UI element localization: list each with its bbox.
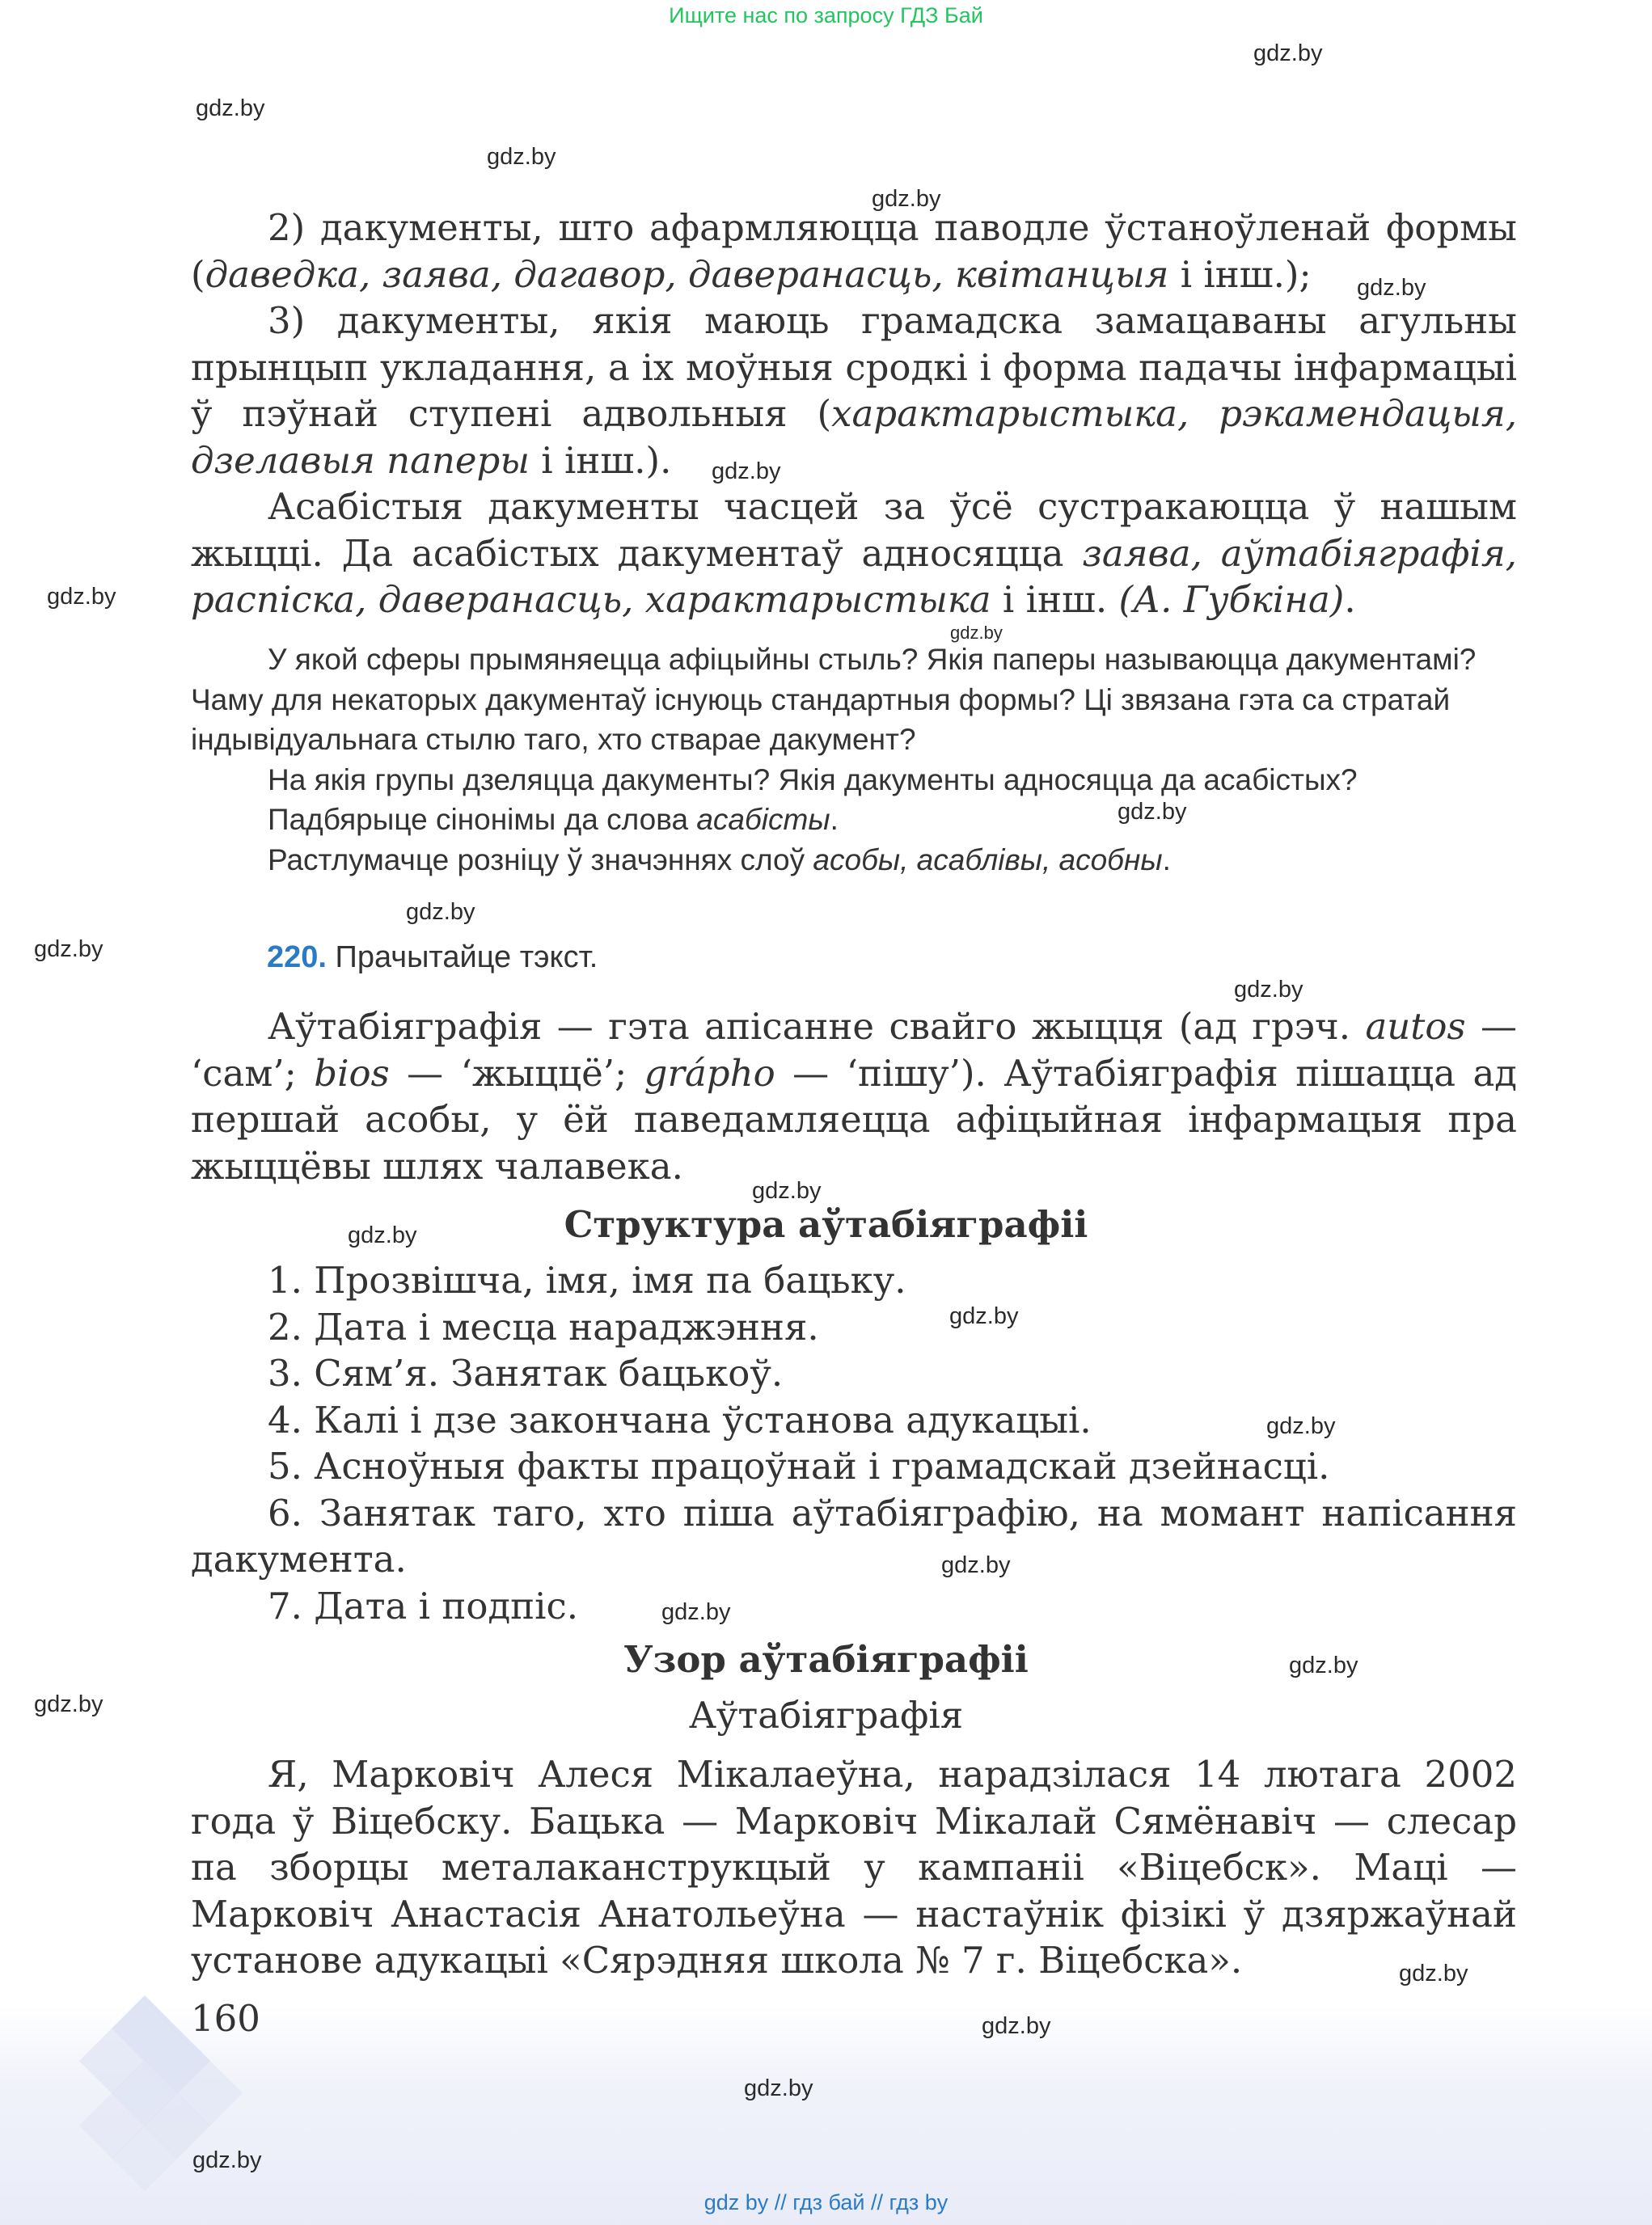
task-220 (267, 940, 598, 975)
watermark: gdz.by (949, 1303, 1019, 1329)
question: У якой сферы прымяняецца афіцыйны стыль? Якія паперы называюцца дакументамі? Чаму для некаторых дакументаў існуюць стандартныя формы? Ці звязана гэта са стратай індывідуальнага стылю таго, хто стварае дакумент? (191, 643, 1477, 756)
watermark: gdz.by (34, 936, 104, 962)
greek-term: autos (1365, 1005, 1466, 1048)
watermark: gdz.by (744, 2075, 813, 2101)
structure-item: 2. Дата і месца нараджэння. (268, 1305, 819, 1349)
watermark: gdz.by (661, 1599, 731, 1625)
sample-title: Аўтабіяграфія (688, 1694, 964, 1737)
watermark: gdz.by (712, 458, 781, 484)
greek-term: bios (314, 1051, 390, 1095)
watermark: gdz.by (1399, 1961, 1468, 1986)
watermark: gdz.by (406, 899, 475, 925)
sample-paragraph: Я, Марковіч Алеся Мікалаеўна, нарадзілася 14 лютага 2002 года ў Віцебску. Бацька — Марковіч Мікалай Сямёнавіч — слесар па зборцы металаканструкцый у кампаніі «Віцебск». Маці — Марковіч Анастасія Анатольеўна — настаўнік фізікі ў дзяржаўнай установе адукацыі «Сярэдняя школа № 7 г. Віцебска». (191, 1753, 1517, 1982)
watermark: gdz.by (982, 2013, 1051, 2039)
structure-item: 5. Асноўныя факты працоўнай і грамадскай дзейнасці. (268, 1445, 1330, 1488)
top-banner[interactable]: Ищите нас по запросу ГДЗ Бай (669, 3, 983, 27)
watermark: gdz.by (192, 2147, 262, 2173)
definition-paragraph (191, 1003, 1517, 1189)
watermark: gdz.by (1118, 799, 1187, 825)
question: Растлумачце розніцу ў значэннях слоў асобы, асаблівы, асобны. (268, 842, 1171, 876)
watermark: gdz.by (1289, 1653, 1358, 1678)
footer-links[interactable]: gdz by // гдз бай // гдз by (703, 2190, 949, 2214)
question: На якія групы дзеляцца дакументы? Якія дакументы адносяцца да асабістых? (268, 762, 1358, 796)
page-number: 160 (191, 1997, 260, 2040)
greek-term: grápho (644, 1051, 775, 1095)
structure-item: 7. Дата і подпіс. (268, 1584, 579, 1628)
watermark: gdz.by (941, 1552, 1011, 1578)
watermark: gdz.by (872, 186, 941, 212)
definition-text: — ‘пішу’). Аўтабіяграфія пішацца ад першай асобы, у ёй паведамляецца афіцыйная інфармацыя пра жыццёвы шлях чалавека. (191, 1051, 1517, 1188)
watermark: gdz.by (1357, 275, 1426, 301)
task-number: 220. (267, 940, 327, 974)
structure-item: 4. Калі і дзе закончана ўстанова адукацыі. (268, 1398, 1092, 1442)
intro-text-block (191, 205, 1517, 623)
watermark: gdz.by (752, 1178, 822, 1204)
watermark: gdz.by (487, 144, 556, 170)
structure-heading: Структура аўтабіяграфіі (564, 1203, 1088, 1246)
definition-text: Аўтабіяграфія — гэта апісанне свайго жыцця (ад грэч. (268, 1005, 1366, 1048)
structure-item: 1. Прозвішча, імя, імя па бацьку. (268, 1259, 906, 1302)
watermark: gdz.by (348, 1222, 417, 1248)
watermark: gdz.by (34, 1691, 104, 1717)
watermark: gdz.by (1253, 40, 1323, 66)
watermark: gdz.by (47, 584, 116, 610)
questions-block (191, 640, 1517, 880)
task-instruction: Прачытайце тэкст. (326, 940, 598, 974)
watermark: gdz.by (950, 623, 1003, 643)
structure-item: 3. Сям’я. Занятак бацькоў. (268, 1352, 784, 1395)
structure-list (191, 1257, 1517, 1629)
paragraph-docs-free-form: 3) дакументы, якія маюць грамадска замацаваны агульны прынцып укладання, а іх моўныя сродкі і форма падачы інфармацыі ў пэўнай ступені адвольныя (характарыстыка, рэкамендацыя, дзелавыя паперы і інш.). (191, 299, 1517, 482)
paragraph-personal-docs: Асабістыя дакументы часцей за ўсё сустракаюцца ў нашым жыцці. Да асабістых дакументаў адносяцца заява, аўтабіяграфія, распіска, даверанасць, характарыстыка і інш. (А. Губкіна). (191, 485, 1517, 621)
autobiography-definition (191, 1003, 1517, 1189)
question: Падбярыце сінонімы да слова асабісты. (268, 803, 839, 836)
watermark: gdz.by (196, 95, 265, 121)
structure-item: 6. Занятак таго, хто піша аўтабіяграфію, на момант напісання дакумента. (191, 1491, 1517, 1581)
definition-text: — ‘сам’; (191, 1005, 1517, 1095)
sample-heading: Узор аўтабіяграфіі (623, 1638, 1029, 1681)
paragraph-docs-standard-forms: 2) дакументы, што афармляюцца паводле ўстаноўленай формы (даведка, заява, дагавор, даверанасць, квітанцыя і інш.); (191, 206, 1517, 296)
watermark: gdz.by (1266, 1413, 1336, 1439)
definition-text: — ‘жыццё’; (389, 1051, 644, 1095)
sample-text-block (191, 1751, 1517, 1984)
watermark: gdz.by (1234, 977, 1303, 1003)
